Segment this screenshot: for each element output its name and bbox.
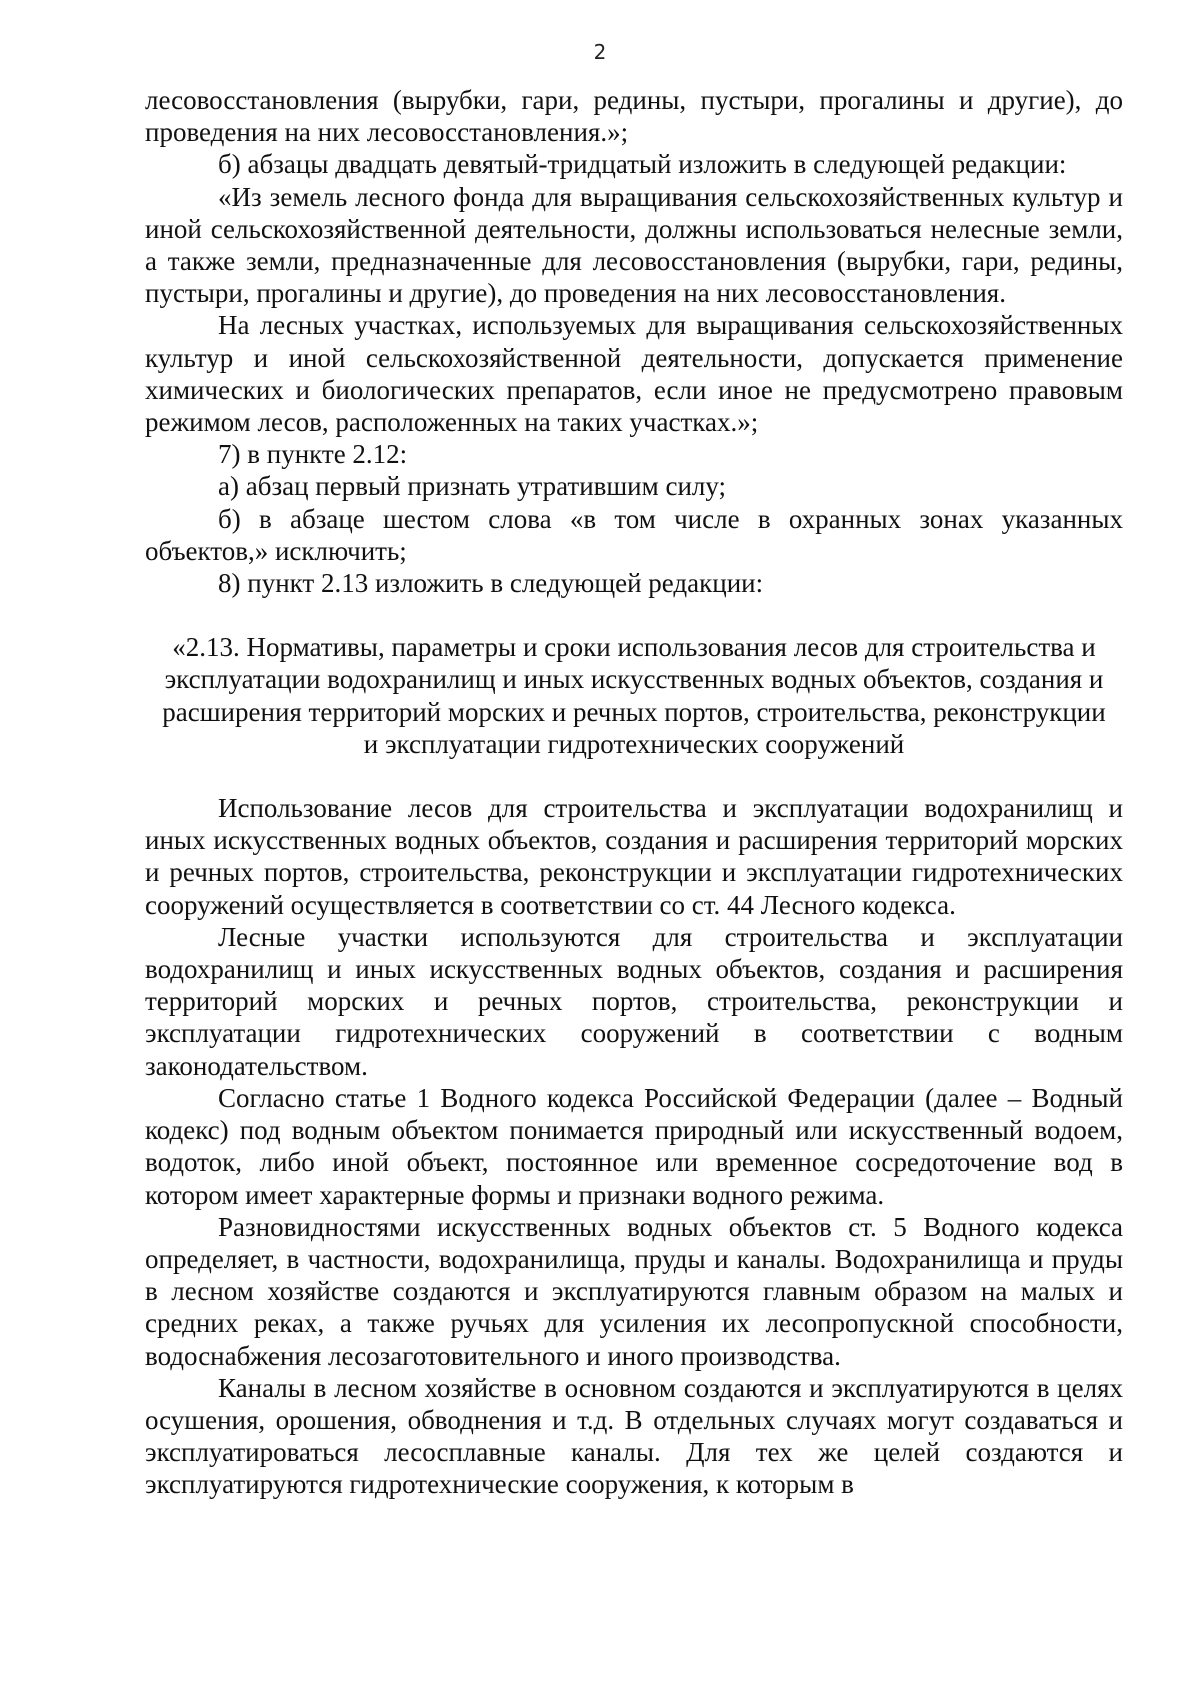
section-heading: «2.13. Нормативы, параметры и сроки использования лесов для строительства и эксплуатации водохранилищ и иных искусственных водных объектов, создания и расширения территорий морских и речных портов, строительства, реконструкции и эксплуатации гидротехнических сооружений — [162, 632, 1106, 759]
paragraph-continuation: лесовосстановления (вырубки, гари, редины, пустыри, прогалины и другие), до проведения на них лесовосстановления.»; — [145, 85, 1123, 148]
paragraph-amendment-b: б) абзацы двадцать девятый-тридцатый изложить в следующей редакции: — [218, 149, 1067, 180]
paragraph-forest-plots: На лесных участках, используемых для выращивания сельскохозяйственных культур и иной сельскохозяйственной деятельности, допускается применение химических и биологических препаратов, если иное не предусмотрено правовым режимом лесов, расположенных на таких участках.»; — [145, 310, 1123, 438]
paragraph-item-7a: а) абзац первый признать утратившим силу; — [218, 471, 727, 502]
section-paragraph: Разновидностями искусственных водных объектов ст. 5 Водного кодекса определяет, в частности, водохранилища, пруды и каналы. Водохранилища и пруды в лесном хозяйстве создаются и эксплуатируются главным образом на малых и средних реках, а также ручьях для усиления их лесопропускной способности, водоснабжения лесозаготовительного и иного производства. — [145, 1211, 1123, 1371]
page-number: 2 — [593, 40, 607, 64]
paragraph-quoted-lands: «Из земель лесного фонда для выращивания сельскохозяйственных культур и иной сельскохозяйственной деятельности, должны использоваться нелесные земли, а также земли, предназначенные для лесовосстановления (вырубки, гари, редины, пустыри, прогалины и другие), до проведения на них лесовосстановления. — [145, 181, 1123, 309]
section-paragraph: Использование лесов для строительства и эксплуатации водохранилищ и иных искусственных водных объектов, создания и расширения территорий морских и речных портов, строительства, реконструкции и эксплуатации гидротехнических сооружений осуществляется в соответствии со ст. 44 Лесного кодекса. — [145, 793, 1123, 920]
paragraph-item-7: 7) в пункте 2.12: — [218, 439, 408, 470]
document-body — [145, 84, 1123, 1501]
section-paragraph: Согласно статье 1 Водного кодекса Российской Федерации (далее – Водный кодекс) под водным объектом понимается природный или искусственный водоем, водоток, либо иной объект, постоянное или временное сосредоточение вод в котором имеет характерные формы и признаки водного режима. — [145, 1082, 1123, 1210]
section-paragraph: Каналы в лесном хозяйстве в основном создаются и эксплуатируются в целях осушения, орошения, обводнения и т.д. В отдельных случаях могут создаваться и эксплуатироваться лесосплавные каналы. Для тех же целей создаются и эксплуатируются гидротехнические сооружения, к которым в — [145, 1372, 1123, 1500]
paragraph-item-8: 8) пункт 2.13 изложить в следующей редакции: — [218, 568, 764, 599]
section-paragraph: Лесные участки используются для строительства и эксплуатации водохранилищ и иных искусственных водных объектов, создания и расширения территорий морских и речных портов, строительства, реконструкции и эксплуатации гидротехнических сооружений в соответствии с водным законодательством. — [145, 921, 1123, 1081]
paragraph-item-7b: б) в абзаце шестом слова «в том числе в охранных зонах указанных объектов,» исключить; — [145, 503, 1123, 566]
